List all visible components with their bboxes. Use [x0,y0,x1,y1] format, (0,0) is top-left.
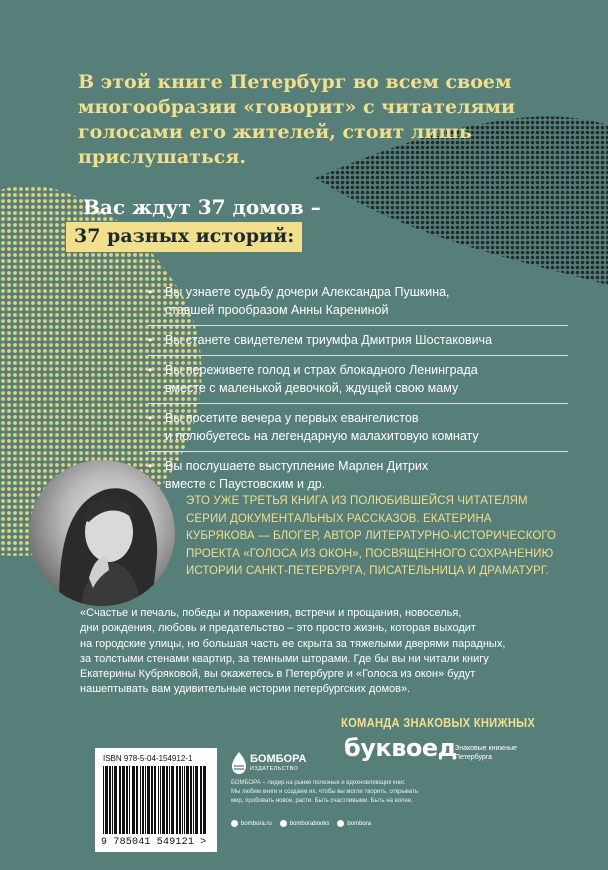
quote-line: на городские улицы, но большая часть ее скрыта за тяжелыми дверями парадных, [80,637,506,650]
barcode-bar [193,766,194,834]
vk-icon [280,820,287,827]
barcode-bar [169,766,170,834]
social-vk[interactable] [280,820,330,827]
author-portrait-icon [29,460,175,606]
bullet-icon: • [148,363,153,377]
social-vk-label: bomborabooks [289,820,330,827]
bukvoed-logo: буквоед [344,734,457,762]
author-photo [29,460,175,606]
barcode-bar [186,766,189,834]
bullet-line: Вы послушаете выступление Марлен Дитрих [165,459,429,473]
barcode-bar [119,766,121,834]
bullet-icon: • [148,411,153,425]
author-bio-line: КУБРЯКОВА — БЛОГЕР, АВТОР ЛИТЕРАТУРНО-ИСТОРИЧЕСКОГО [186,530,557,543]
bullet-line: Вы переживете голод и страх блокадного Ленинграда [165,363,478,377]
intro-line: голосами его жителей, стоит лишь [78,121,472,143]
bullet-item [148,452,568,499]
headline-line-2: 37 разных историй: [66,222,302,252]
bullet-line: Вы узнаете судьбу дочери Александра Пушкина, [165,285,450,299]
barcode-bar [162,766,165,834]
bookstore-team-label: КОМАНДА ЗНАКОВЫХ КНИЖНЫХ [341,715,536,730]
barcode-bar [203,766,206,834]
quote-block [80,606,580,698]
publisher-description-line: мир, пробовать новое, расти. Быть счастливыми. Быть на волне. [231,798,413,804]
isbn-label: ISBN 978-5-04-154912-1 [103,754,193,763]
barcode-bar [182,766,183,834]
author-bio-line: СЕРИИ ДОКУМЕНТАЛЬНЫХ РАССКАЗОВ. ЕКАТЕРИНА [186,512,492,525]
social-instagram-label: bombora [347,820,372,827]
quote-line: за толстыми стенами квартир, за темными шторами. Где бы вы ни читали книгу [80,652,489,665]
barcode-bar [114,766,117,834]
publisher-description-line: Мы любим книги и создаем их, чтобы вы могли творить, открывать [231,789,418,795]
quote-line: Екатерины Кубряковой, вы окажетесь в Петербурге и «Голоса из окон» будут [80,668,476,681]
barcode-bar [154,766,156,834]
barcode-number: 9 785041 549121 > [101,837,207,848]
instagram-icon [337,820,344,827]
publisher-socials [231,820,371,827]
quote-line: дни рождения, любовь и предательство – это просто жизнь, которая выходит [80,622,476,635]
barcode-icon [101,766,211,836]
social-instagram[interactable] [337,820,371,827]
barcode-bar [105,766,108,834]
barcode-bar [195,766,198,834]
intro-line: прислушаться. [78,146,247,168]
barcode-bar [160,766,161,834]
barcode-bar [145,766,146,834]
bukvoed-tagline-line: Петербурга [455,754,493,761]
bukvoed-tagline-line: Знаковые книжные [455,745,517,752]
social-website-label: bombora.ru [241,820,272,827]
barcode-box [95,748,217,852]
publisher-name: БОМБОРА [250,753,307,765]
globe-icon [231,820,238,827]
bullet-item [148,404,568,452]
barcode-bar [184,766,185,834]
barcode-bar [179,766,181,834]
barcode-bar [190,766,192,834]
bullet-line: вместе с Паустовским и др. [165,477,326,491]
bullet-list [148,278,568,499]
barcode-bar [151,766,153,834]
barcode-bar [109,766,111,834]
bukvoed-tagline [455,744,517,762]
bullet-line: ставшей прообразом Анны Карениной [165,303,389,317]
bullet-item [148,326,568,356]
author-bio-line: ЭТО УЖЕ ТРЕТЬЯ КНИГА ИЗ ПОЛЮБИВШЕЙСЯ ЧИТАТЕЛЯМ [186,495,528,507]
bullet-icon: • [148,459,153,473]
social-website[interactable] [231,820,272,827]
intro-text [78,70,558,170]
barcode-bar [122,766,125,834]
publisher-subtitle: ИЗДАТЕЛЬСТВО [250,766,299,772]
barcode-bar [147,766,150,834]
barcode-bar [140,766,141,834]
bullet-line: Вы посетите вечера у первых евангелистов [165,411,419,425]
headline-line-1: Вас ждут 37 домов – [83,195,321,219]
barcode-bar [112,766,113,834]
author-bio-line: ИСТОРИИ САНКТ-ПЕТЕРБУРГА, ПИСАТЕЛЬНИЦА И ДРАМАТУРГ. [186,565,550,578]
bombora-logo-icon [231,752,247,774]
intro-line: многообразии «говорит» с читателями [78,96,516,118]
bullet-item [148,356,568,404]
author-bio [186,493,586,581]
barcode-bar [126,766,128,834]
bullet-icon: • [148,333,153,347]
barcode-bar [171,766,174,834]
barcode-bar [103,766,104,834]
barcode-bar [132,766,135,834]
quote-line: нашептывать вам удивительные истории петербургских домов». [80,683,411,696]
bullet-icon: • [148,285,153,299]
barcode-bar [166,766,168,834]
barcode-bar [129,766,130,834]
bullet-line: и полюбуетесь на легендарную малахитовую комнату [165,429,479,443]
bullet-item [148,278,568,326]
barcode-bar [142,766,144,834]
bullet-line: вместе с маленькой девочкой, ждущей свою маму [165,381,459,395]
publisher-description-line: БОМБОРА – лидер на рынке полезных и вдохновляющих книг. [231,780,406,786]
barcode-bar [200,766,202,834]
barcode-bar [176,766,178,834]
barcode-bar [158,766,159,834]
bullet-line: Вы станете свидетелем триумфа Дмитрия Шостаковича [165,333,493,347]
intro-line: В этой книге Петербург во всем своем [78,71,512,93]
publisher-description [231,779,418,806]
author-bio-line: ПРОЕКТА «ГОЛОСА ИЗ ОКОН», ПОСВЯЩЕННОГО СОХРАНЕНИЮ [186,547,554,560]
barcode-bar [136,766,138,834]
quote-line: «Счастье и печаль, победы и поражения, встречи и прощания, новоселья, [80,607,462,619]
